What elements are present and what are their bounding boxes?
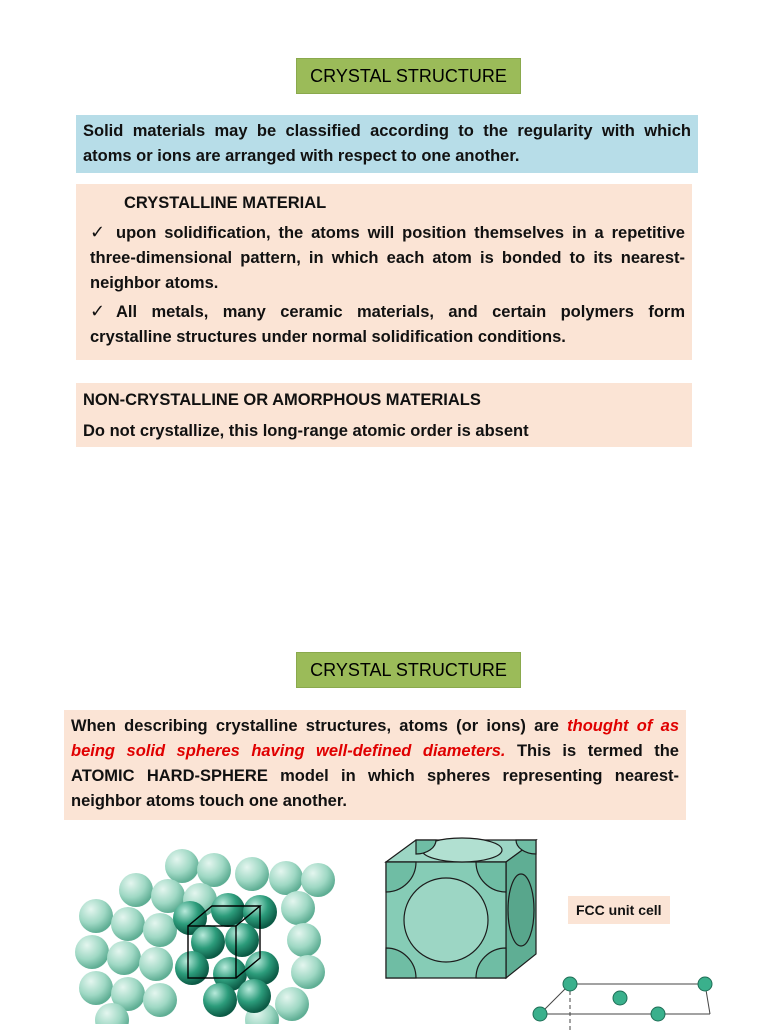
fcc-unit-cell-label: FCC unit cell	[568, 896, 670, 924]
noncrystalline-text: Do not crystallize, this long-range atomic order is absent	[83, 422, 529, 440]
intro-text-box: Solid materials may be classified according to the regularity with which atoms or ions are arranged with respect to one another.	[76, 115, 698, 173]
fcc-cube-illustration	[376, 832, 546, 982]
crystalline-box	[76, 184, 692, 360]
fcc-ball-stick-illustration	[530, 970, 730, 1030]
noncrystalline-box	[76, 383, 692, 447]
slide2-title: CRYSTAL STRUCTURE	[296, 652, 521, 688]
noncrystalline-heading: NON-CRYSTALLINE OR AMORPHOUS MATERIALS	[83, 391, 481, 409]
check-icon: ✓	[90, 222, 106, 242]
hard-sphere-description: When describing crystalline structures, atoms (or ions) are thought of as being solid spheres having well-defined diameters. This is termed the ATOMIC HARD-SPHERE model in which spheres representing nearest-neighbor atoms touch one another.	[64, 710, 686, 820]
slide1-title: CRYSTAL STRUCTURE	[296, 58, 521, 94]
crystalline-point-2: ✓ All metals, many ceramic materials, and certain polymers form crystalline structures under normal solidification conditions.	[90, 301, 685, 346]
sphere-lattice-illustration	[72, 844, 342, 1024]
crystalline-point-1: ✓ upon solidification, the atoms will position themselves in a repetitive three-dimensional pattern, in which each atom is bonded to its nearest-neighbor atoms.	[90, 222, 685, 292]
dark-unit-cell-spheres	[173, 893, 279, 1017]
check-icon: ✓	[90, 301, 106, 321]
crystalline-heading: CRYSTALLINE MATERIAL	[124, 194, 327, 212]
emphasis-text: thought of as being solid spheres having well-defined diameters.	[71, 717, 679, 760]
